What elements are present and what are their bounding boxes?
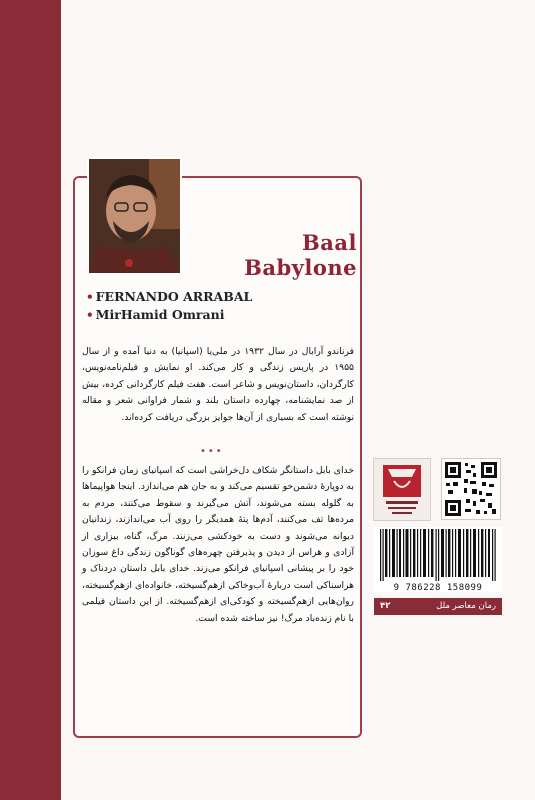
series-number: ۴۲ <box>380 601 391 611</box>
series-name: رمان معاصر ملل <box>436 601 496 611</box>
spine <box>0 0 61 800</box>
isbn-number: 9 786228 158099 <box>393 583 483 593</box>
translator-name: • MirHamid Omrani <box>86 307 225 322</box>
publisher-logo-icon <box>373 458 431 521</box>
book-title: Baal Babylone <box>244 230 357 280</box>
translator-name-text: MirHamid Omrani <box>95 307 225 322</box>
author-name-text: FERNANDO ARRABAL <box>95 289 253 304</box>
qr-code-icon[interactable] <box>441 458 501 520</box>
book-description: خدای بابل داستانگر شکاف دل‌خراشی است که اسپانیای زمان فرانکو را به دوپارهٔ دشمن‌خو تقسیم می‌کند و به جان هم می‌اندازد. اینجا هواپیماها به گلوله بسته می‌شوند، آتش می‌گیرند و سقوط می‌کنند، مردم به مرده‌ها تف می‌کنند، آدم‌ها پتهٔ همدیگر را روی آب می‌اندازند، زندانیان دیوانه می‌شوند و دست به خودکشی می‌زنند. مرگ، گناه، بیزاری از آزادی و هراس از دیدن و پذیرفتن چهره‌های گوناگون زندگی داغ سوزان خود را بر پیشانی اسپانیای فرانکو می‌زند. خدای بابل داستان دردناک و هراسناکی است دربارهٔ آب‌وخاکی ازهم‌گسیخته، خانواده‌ای ازهم‌گسیخته، روان‌هایی ازهم‌گسیخته و کودکی‌ای ازهم‌گسیخته. از این داستان فیلمی با نام زنده‌باد مرگ! نیز ساخته شده است. <box>82 465 354 624</box>
author-bio: فرناندو آرابال در سال ۱۹۳۲ در ملی‌یا (اسپانیا) به دنیا آمده و از سال ۱۹۵۵ در پاریس زندگی و کار می‌کند. او نمایش و فیلم‌نامه‌نویس، کارگردان، داستان‌نویس و شاعر است. هفت فیلم کارگردانی کرده، بیش از صد نمایشنامه، چهارده داستان بلند و شمار فراوانی شعر و مقاله نوشته است که بسیاری از آن‌ها جوایز بزرگی دریافت کرده‌اند. <box>82 346 354 423</box>
series-banner <box>374 598 502 615</box>
author-name: • FERNANDO ARRABAL <box>86 289 253 304</box>
author-photo <box>87 157 182 275</box>
section-separator: ••• <box>200 446 224 457</box>
